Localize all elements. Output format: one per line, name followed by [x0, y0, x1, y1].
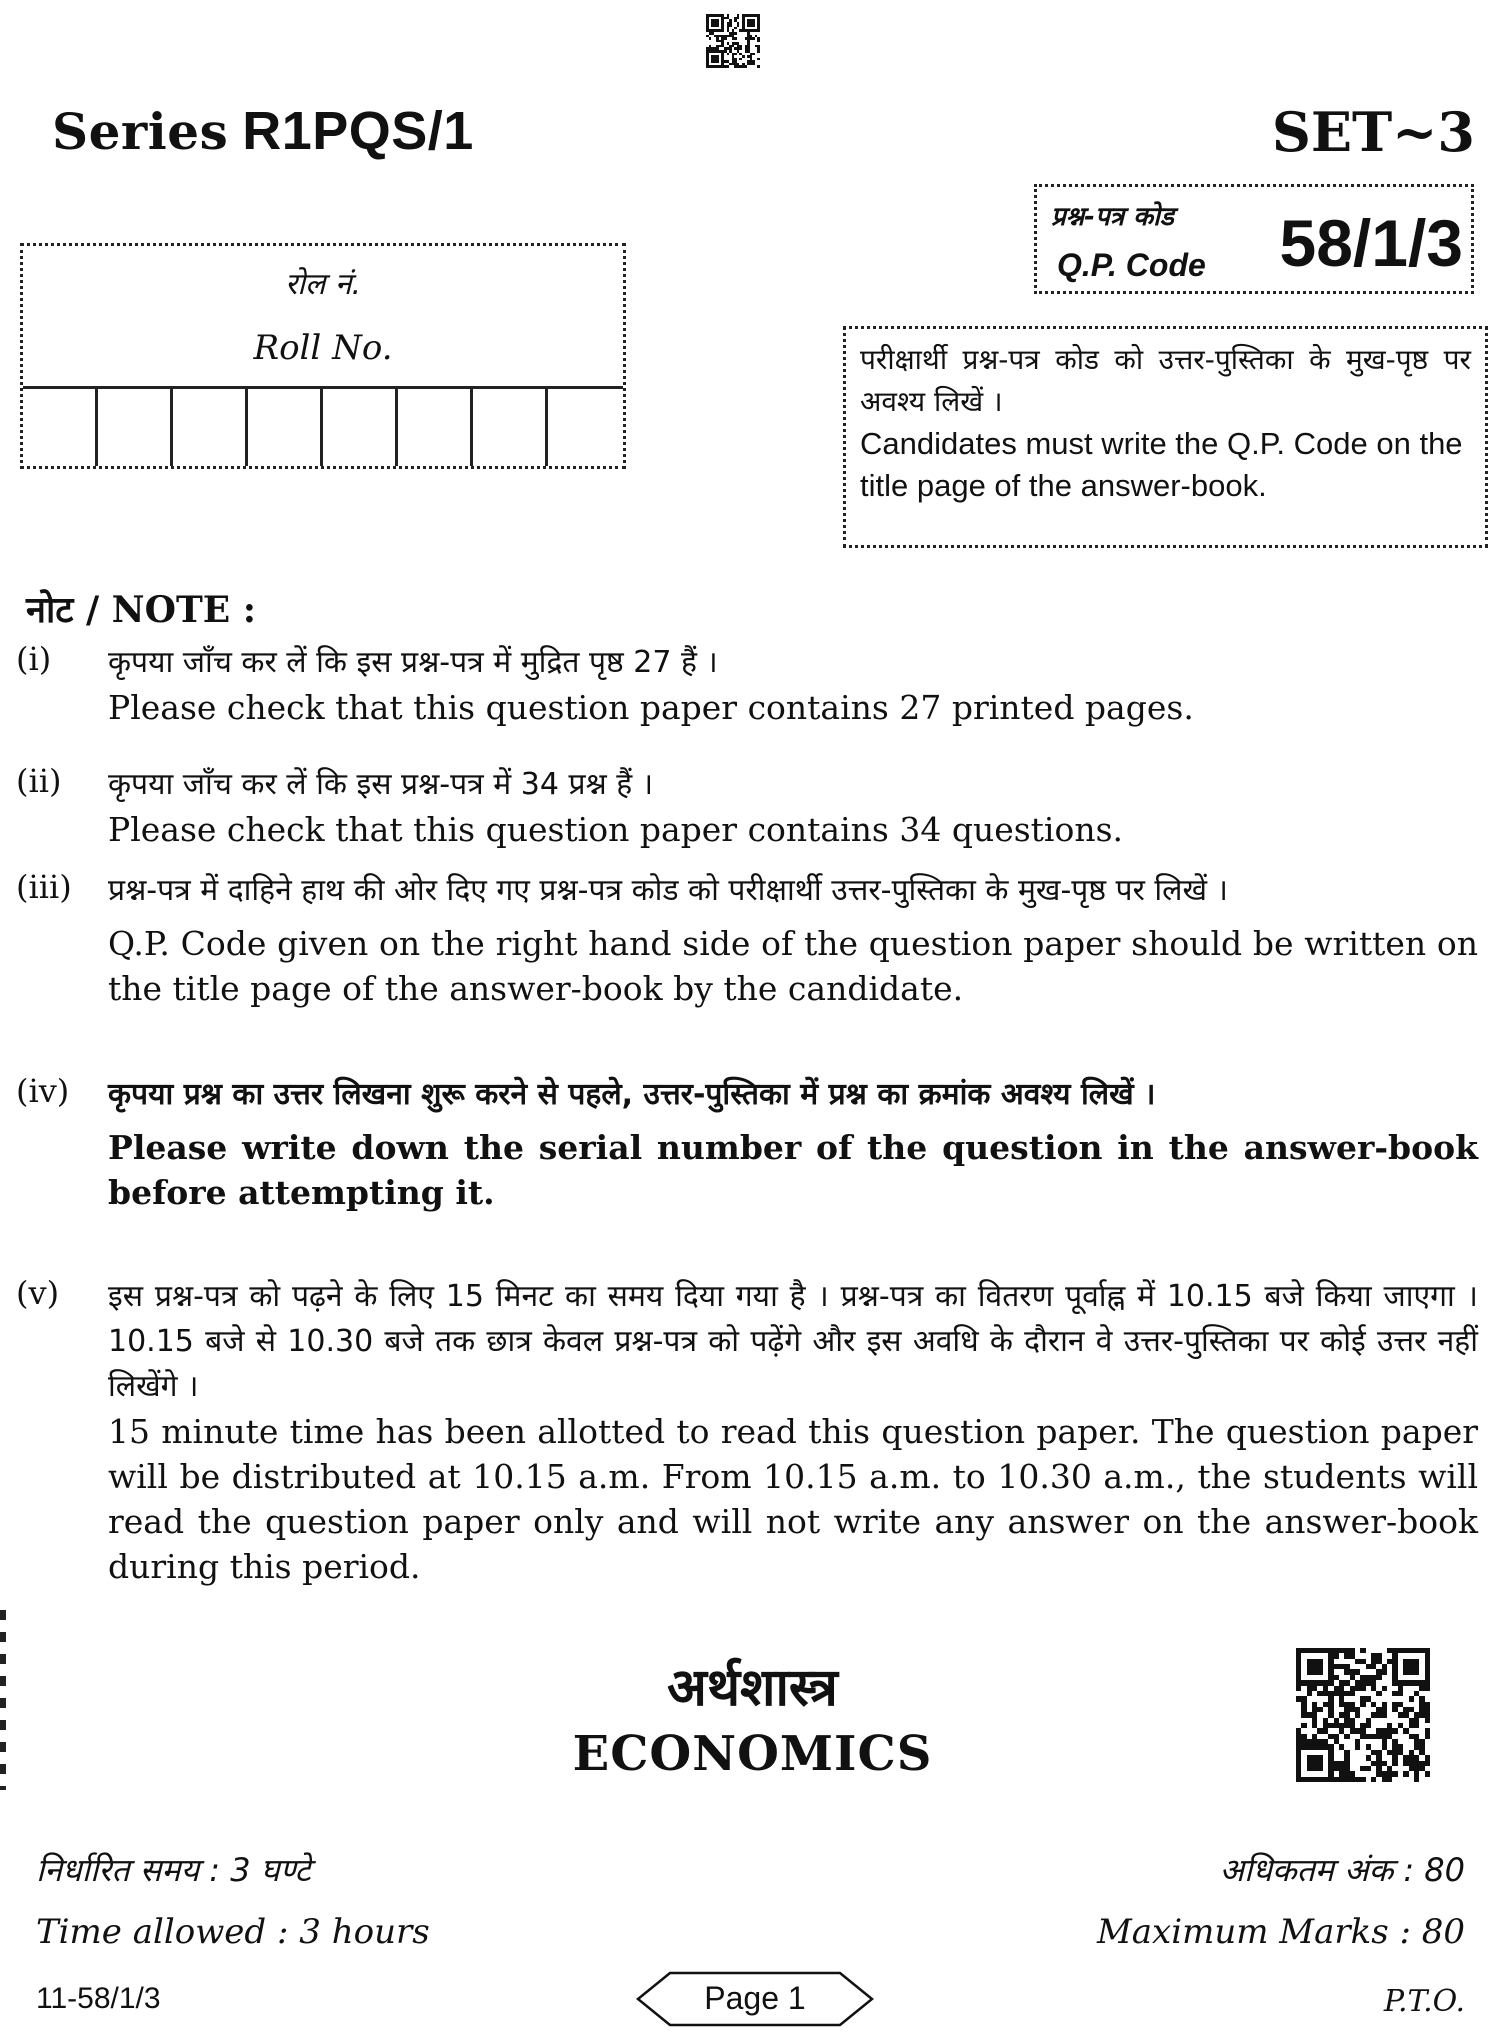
- note-heading: [26, 584, 256, 633]
- note-item-number: (ii): [16, 762, 62, 800]
- pto-label: P.T.O.: [1383, 1984, 1465, 2019]
- qp-code-box: [1034, 184, 1474, 294]
- subject-title-hi: अर्थशास्त्र: [667, 1658, 838, 1718]
- note-heading-separator: /: [73, 589, 112, 631]
- paper-code-footer: 11-58/1/3: [36, 1982, 161, 2015]
- note-item-1: [16, 640, 1478, 730]
- roll-cell[interactable]: [473, 389, 548, 466]
- note-item-hi: कृपया जाँच कर लें कि इस प्रश्न-पत्र में मुद्रित पृष्ठ 27 हैं ।: [108, 645, 718, 680]
- roll-cell[interactable]: [548, 389, 623, 466]
- roll-label-hi: रोल नं.: [284, 267, 362, 302]
- roll-number-box: [20, 243, 626, 469]
- roll-cell[interactable]: [173, 389, 248, 466]
- note-item-4: [16, 1072, 1478, 1215]
- note-item-hi: प्रश्न-पत्र में दाहिने हाथ की ओर दिए गए प्रश्न-पत्र कोड को परीक्षार्थी उत्तर-पुस्तिका के मुख-पृष्ठ पर लिखें ।: [108, 873, 1228, 908]
- candidate-notice-box: [843, 326, 1488, 548]
- roll-cell[interactable]: [398, 389, 473, 466]
- note-heading-hi: नोट: [26, 590, 74, 631]
- roll-cell[interactable]: [98, 389, 173, 466]
- qp-code-value: 58/1/3: [1279, 206, 1463, 280]
- note-item-en: Please check that this question paper contains 34 questions.: [108, 810, 1124, 849]
- time-allowed-hi: निर्धारित समय : 3 घण्टे: [36, 1851, 311, 1889]
- roll-cell[interactable]: [248, 389, 323, 466]
- maximum-marks-en: Maximum Marks : 80: [1096, 1912, 1465, 1952]
- series-code: R1PQS/1: [242, 101, 474, 161]
- roll-cell[interactable]: [23, 389, 98, 466]
- note-item-en: Please write down the serial number of the question in the answer-book before attempting it.: [108, 1128, 1478, 1212]
- series-title: [52, 100, 474, 162]
- note-item-en: Q.P. Code given on the right hand side of the question paper should be written on the title page of the answer-book by the candidate.: [108, 924, 1478, 1008]
- subject-title-en: ECONOMICS: [572, 1726, 933, 1782]
- note-item-5: [16, 1274, 1478, 1589]
- roll-label-en: Roll No.: [253, 328, 393, 368]
- note-item-en: Please check that this question paper contains 27 printed pages.: [108, 688, 1194, 727]
- note-item-number: (iv): [16, 1072, 70, 1110]
- note-item-hi: इस प्रश्न-पत्र को पढ़ने के लिए 15 मिनट का समय दिया गया है । प्रश्न-पत्र का वितरण पूर्वाह्न में 10.15 बजे किया जाएगा । 10.15 बजे से 10.30 बजे तक छात्र केवल प्रश्न-पत्र को पढ़ेंगे और इस अवधि के दौरान वे उत्तर-पुस्तिका पर कोई उत्तर नहीं लिखेंगे ।: [108, 1279, 1478, 1404]
- qp-code-label-hi: प्रश्न-पत्र कोड: [1051, 202, 1174, 232]
- note-item-number: (v): [16, 1274, 60, 1312]
- candidate-notice-en: Candidates must write the Q.P. Code on the title page of the answer-book.: [860, 426, 1463, 503]
- qp-code-label-en: Q.P. Code: [1057, 247, 1206, 283]
- note-item-hi: कृपया जाँच कर लें कि इस प्रश्न-पत्र में 34 प्रश्न हैं ।: [108, 767, 654, 802]
- note-heading-en: NOTE :: [111, 589, 256, 631]
- set-number: SET~3: [1271, 100, 1475, 164]
- maximum-marks-hi: अधिकतम अंक : 80: [1219, 1851, 1465, 1889]
- note-item-hi: कृपया प्रश्न का उत्तर लिखना शुरू करने से पहले, उत्तर-पुस्तिका में प्रश्न का क्रमांक अवश्य लिखें ।: [108, 1077, 1156, 1112]
- note-item-en: 15 minute time has been allotted to read this question paper. The question paper will be distributed at 10.15 a.m. From 10.15 a.m. to 10.30 a.m., the students will read the question paper only and will not write any answer on the answer-book during this period.: [108, 1412, 1478, 1586]
- series-label: Series: [52, 102, 229, 161]
- note-item-number: (i): [16, 640, 52, 678]
- roll-cell[interactable]: [323, 389, 398, 466]
- note-item-3: [16, 868, 1478, 1011]
- roll-number-cells: [23, 386, 623, 466]
- note-item-number: (iii): [16, 868, 72, 906]
- qr-code-icon: [1296, 1648, 1430, 1782]
- candidate-notice-hi: परीक्षार्थी प्रश्न-पत्र कोड को उत्तर-पुस्तिका के मुख-पृष्ठ पर अवश्य लिखें ।: [860, 343, 1471, 418]
- page-number: Page 1: [704, 1980, 806, 2016]
- qr-code-icon: [706, 14, 760, 68]
- page-number-badge: [636, 1970, 874, 2028]
- time-allowed-en: Time allowed : 3 hours: [36, 1912, 430, 1952]
- note-item-2: [16, 762, 1478, 852]
